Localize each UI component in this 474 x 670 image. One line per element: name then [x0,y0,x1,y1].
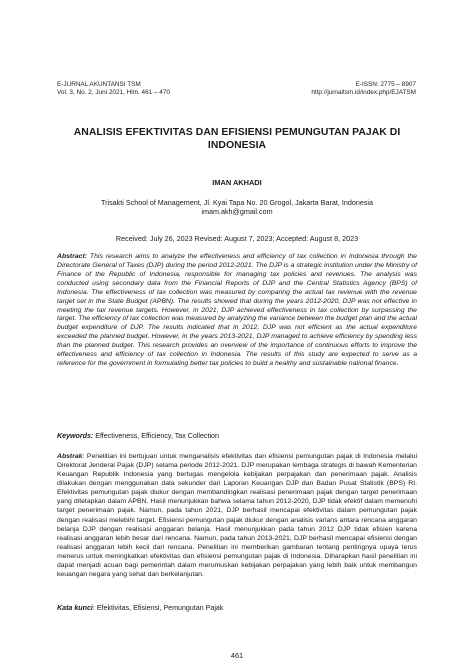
author-email[interactable]: imam.akh@gmail.com [201,207,273,217]
journal-eissn: E-ISSN: 2775 – 8907 [355,81,416,88]
paper-title: ANALISIS EFEKTIVITAS DAN EFISIENSI PEMUNGUTAN PAJAK DI INDONESIA [73,127,401,151]
abstract-indonesian [57,452,417,579]
abstract-english-label: Abstract: [57,253,88,260]
journal-url[interactable]: http://jurnaltsm.id/index.php/EJATSM [311,89,416,97]
abstract-indonesian-text: : Penelitian ini bertujuan untuk menganalisis efektivitas dan efisiensi pemungutan pajak di Indonesia melalui Direktorat Jenderal Pajak (DJP) selama periode 2012-2021. DJP merupakan lembaga strategis di bawah Kementerian Keuangan Republik Indonesia yang bertugas mengelola kebijakan perpajakan dan penerimaan pajak. Analisis dilakukan dengan menggunakan data sekunder dari Laporan Keuangan DJP dan Badan Pusat Statistik (BPS) RI. Efektivitas pemungutan pajak diukur dengan membandingkan realisasi penerimaan pajak dengan target penerimaan yang ditetapkan dalam APBN. Hasil menunjukkan bahwa selama tahun 2012-2020, DJP tidak efektif dalam memenuhi target penerimaan pajak. Namun, pada tahun 2021, DJP berhasil mencapai efektivitas dalam pemungutan pajak dengan realisasi melebihi target. Efisiensi pemungutan pajak diukur dengan analisis varians antara rencana anggaran belanja DJP dengan realisasi anggaran belanja. Hasil menunjukkan pada tahun 2012 DJP tidak efisien karena realisasi anggaran lebih besar dari rencana. Namun, pada tahun 2013-2021, DJP berhasil mencapai efisiensi dengan realisasi anggaran lebih kecil dari rencana. Penelitian ini memberikan gambaran tentang pentingnya upaya terus menerus untuk meningkatkan efektivitas dan efisiensi pemungutan pajak di Indonesia. Diharapkan hasil penelitian ini dapat menjadi acuan bagi pemerintah dalam merumuskan kebijakan perpajakan yang lebih baik untuk membangun keuangan negara yang sehat dan berkelanjutan. [57,453,417,579]
keywords-indonesian-text: : Efektivitas, Efisiensi, Pemungutan Pajak [92,604,224,612]
keywords-english-text: Effectiveness, Efficiency, Tax Collection [93,432,219,440]
journal-header-left [57,81,170,98]
keywords-indonesian [57,604,417,612]
page-number: 461 [230,651,244,660]
author-name: IMAN AKHADI [212,178,262,187]
author-affiliation: Trisakti School of Management, Jl. Kyai Tapa No. 20 Grogol, Jakarta Barat, Indonesia [100,198,374,207]
abstract-english [57,253,417,369]
submission-dates: Received: July 26, 2023 Revised: August 7, 2023; Accepted: August 8, 2023 [115,234,359,243]
abstract-indonesian-label: Abstrak [57,453,83,460]
keywords-english [57,432,417,440]
journal-name: E-JURNAL AKUNTANSI TSM [57,81,141,88]
abstract-english-text: This research aims to analyze the effectiveness and efficiency of tax collection in Indonesia through the Directorate General of Taxes (DJP) during the period 2012-2021. The DJP is a strategic institution under the Ministry of Finance of the Republic of Indonesia, responsible for managing tax policies and revenues. The analysis was conducted using secondary data from the Financial Reports of DJP and the Central Statistics Agency (BPS) of Indonesia. The effectiveness of tax collection was measured by comparing the actual tax revenue with the revenue target set in the State Budget (APBN). The results showed that during the years 2012-2020, DJP was not effective in meeting the tax revenue targets. However, in 2021, DJP achieved effectiveness in tax collection by surpassing the target. The efficiency of tax collection was measured by analyzing the variance between the budget plan and the actual budget expenditure of DJP. The results indicated that in 2012, DJP was not efficient as the actual expenditure exceeded the planned budget. However, in the years 2013-2021, DJP managed to achieve efficiency by spending less than the planned budget. This research provides an overview of the importance of continuous efforts to improve the effectiveness and efficiency of tax collection in Indonesia. The results of this study are expected to serve as a reference for the government in formulating better tax policies to build a healthy and sustainable national finance. [57,253,417,368]
keywords-indonesian-label: Kata kunci [57,604,93,612]
author-affiliation-block [0,198,474,216]
journal-header-right [311,81,416,98]
journal-volume: Vol. 3, No. 2, Juni 2021, Hlm. 461 – 470 [57,89,170,97]
keywords-english-label: Keywords: [57,432,94,440]
